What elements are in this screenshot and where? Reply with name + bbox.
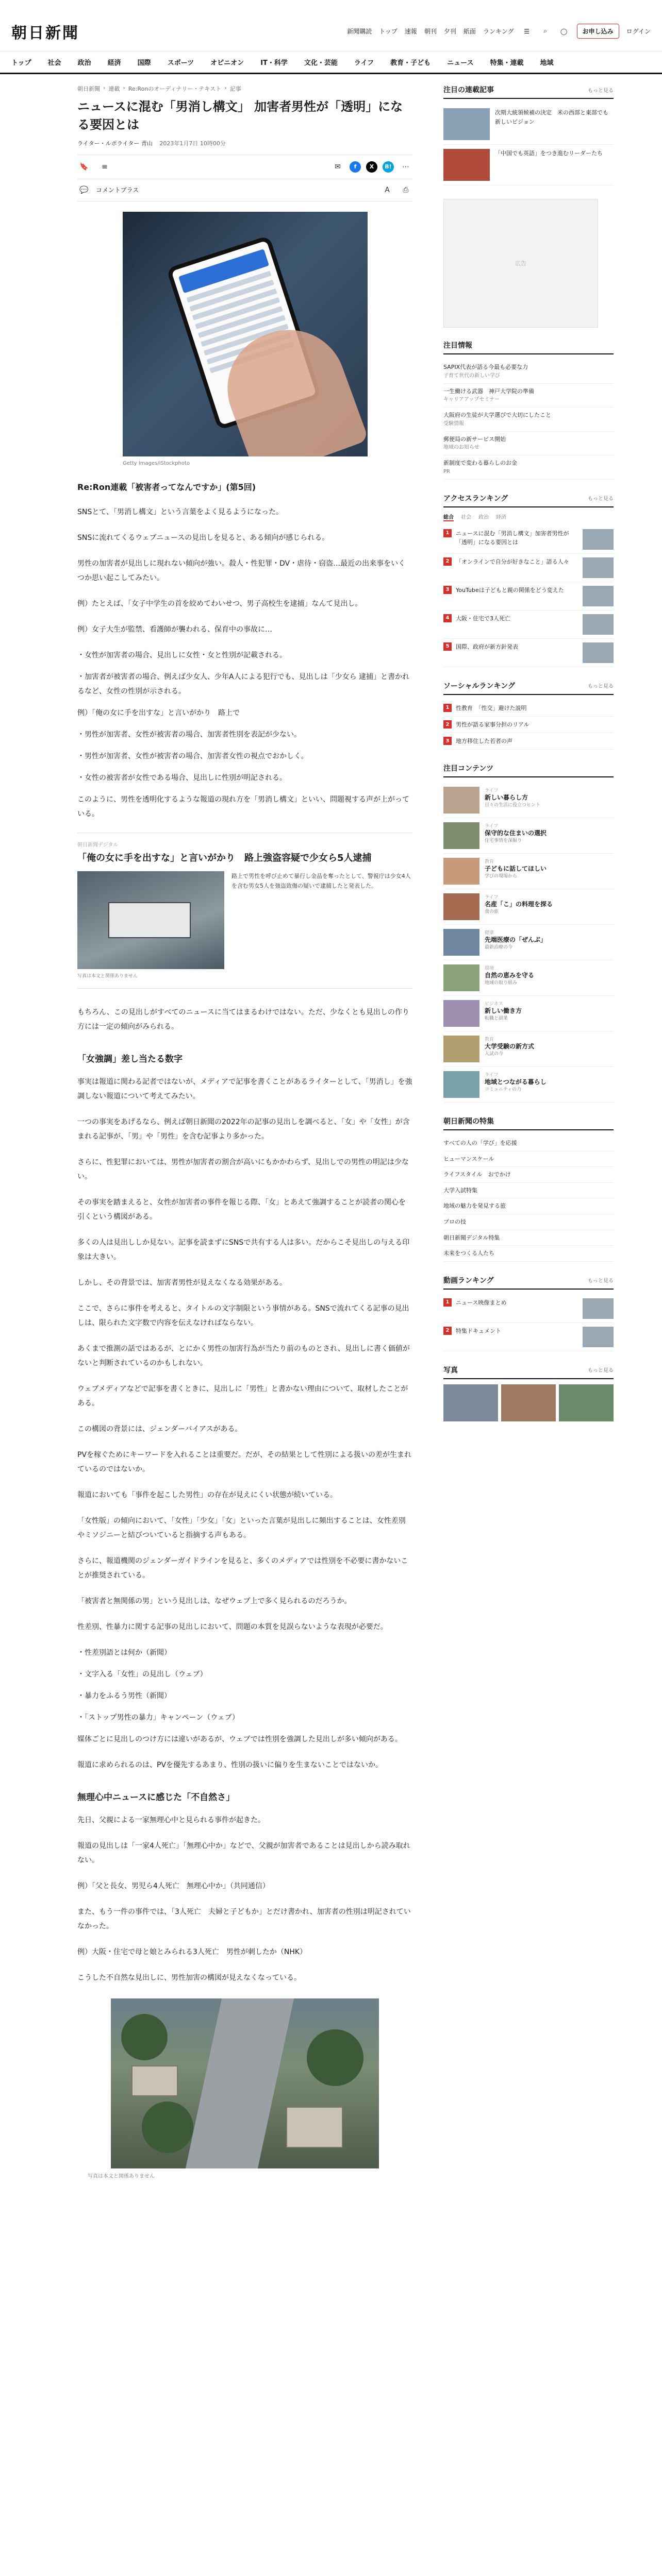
photo-thumb[interactable]	[559, 1384, 614, 1421]
photo-title: 写真	[443, 1366, 458, 1375]
section-heading: 無理心中ニュースに感じた「不自然さ」	[77, 1792, 235, 1803]
special-link[interactable]: 未来をつくる人たち	[443, 1246, 614, 1262]
access-more-link[interactable]: もっと見る	[588, 496, 614, 502]
print-icon[interactable]: ⎙	[403, 185, 409, 194]
photo-section	[443, 1365, 614, 1421]
facebook-icon[interactable]: f	[350, 161, 361, 173]
paragraph: その事実を踏まえると、女性が加害者の事件を報じる際、「女」とあえて強調することが読者の関心を引くという構図がある。	[77, 1198, 406, 1221]
header-link-4[interactable]: 夕刊	[443, 28, 456, 35]
social-more-link[interactable]: もっと見る	[588, 684, 614, 690]
paragraph: 例）たとえば、「女子中学生の首を絞めてわいせつ、男子高校生を逮捕」なんて見出し。	[77, 599, 362, 608]
nav-item[interactable]: 経済	[107, 59, 121, 67]
featured-contents	[443, 763, 614, 1103]
video-ranking	[443, 1275, 614, 1351]
nav-item[interactable]: ニュース	[447, 59, 474, 67]
paragraph: この構図の背景には、ジェンダーバイアスがある。	[77, 1425, 242, 1433]
list-item: ・「ストップ男性の暴力」キャンペーン（ウェブ）	[77, 1713, 239, 1722]
list-item: ・性差別語とは何か（新聞）	[77, 1648, 171, 1657]
embed-image	[77, 871, 224, 969]
nav-item[interactable]: 文化・芸能	[304, 59, 338, 67]
subscribe-button[interactable]: お申し込み	[577, 24, 619, 39]
nav-item[interactable]: 社会	[47, 59, 61, 67]
header-link-0[interactable]: 新聞購読	[347, 28, 372, 35]
paragraph: 一つの事実をあげるなら、例えば朝日新聞の2022年の記事の見出しを調べると、「女」や「女性」が含まれる記事が、「男」や「男性」を含む記事より多かった。	[77, 1117, 410, 1141]
social-item[interactable]: 1 性教育 「性交」避けた説明	[443, 700, 614, 717]
byline	[77, 139, 412, 147]
featured-item[interactable]	[443, 145, 614, 185]
notice-section	[443, 340, 614, 480]
top-band	[0, 0, 662, 11]
paragraph: ウェブメディアなどで記事を書くときに、見出しに「男性」と書かない理由について、取材したことがある。	[77, 1384, 408, 1408]
list-item: ・暴力をふるう男性（新聞）	[77, 1691, 171, 1700]
special-link[interactable]: プロの技	[443, 1214, 614, 1230]
page-layout	[0, 74, 662, 2181]
paragraph: 性差別、性暴力に関する記事の見出しにおいて、問題の本質を見誤らないような表現が必要だ。	[77, 1622, 388, 1631]
content-card[interactable]: 健康 先端医療の「ぜんぶ」 最新治療の今	[443, 925, 614, 960]
featured-title: 注目の連載記事	[443, 86, 494, 94]
aerial-photo	[111, 1998, 379, 2168]
content-card[interactable]: ライフ 地域とつながる暮らし コミュニティの力	[443, 1067, 614, 1103]
site-logo[interactable]: 朝日新聞	[11, 24, 79, 42]
paragraph: あくまで推測の話ではあるが、とにかく男性の加害行為が当たり前のものとされ、見出しに書く価値がないと判断されているのかもしれない。	[77, 1344, 410, 1367]
more-icon[interactable]: ⋯	[402, 162, 409, 171]
special-features	[443, 1116, 614, 1262]
special-link[interactable]: 地域の魅力を発見する旅	[443, 1198, 614, 1214]
social-ranking	[443, 681, 614, 750]
x-icon[interactable]: X	[366, 161, 377, 173]
paragraph: PVを稼ぐためにキーワードを入れることは重要だ。だが、その結果として性別による扱いの差が生まれているのではないか。	[77, 1450, 412, 1473]
embed-image-wrap	[77, 871, 224, 979]
ranking-tabs	[443, 513, 614, 521]
paragraph: 男性の加害者が見出しに現れない傾向が強い。殺人・性犯罪・DV・虐待・窃盗…最近の出来事をいくつか思い起こしてみたい。	[77, 559, 406, 582]
paragraph: もちろん、この見出しがすべてのニュースに当てはまるわけではない。ただ、少なくとも見出しの作り方には一定の傾向がみられる。	[77, 1008, 409, 1031]
paragraph: 事実は報道に関わる記者ではないが、メディアで記事を書くことがあるライターとして、「男消し」を強調しない報道について考えてみたい。	[77, 1077, 412, 1100]
ranking-tab[interactable]: 社会	[461, 514, 471, 520]
paragraph: さらに、性犯罪においては、男性が加害者の割合が高いにもかかわらず、見出しでの男性の明記は少ない。	[77, 1158, 409, 1181]
list-item: ・加害者が被害者の場合、例えば少女人、少年A人による犯行でも、見出しは「少女ら 逮捕」と書かれるなど、女性の性別が示される。	[77, 672, 410, 696]
access-ranking-title: アクセスランキング	[443, 494, 508, 503]
content-card[interactable]: 教育 大学受験の新方式 入試の今	[443, 1031, 614, 1067]
photo-thumb[interactable]	[443, 1384, 498, 1421]
font-size-icon[interactable]: A	[385, 185, 390, 194]
video-item[interactable]: 2 特集ドキュメント	[443, 1323, 614, 1351]
paragraph: SNSに流れてくるウェブニュースの見出しを見ると、ある傾向が感じられる。	[77, 533, 329, 542]
paragraph: 「女性版」の傾向において、「女性」「少女」「女」といった言葉が見出しに頻出することは、女性差別やミソジニーと結びついていると指摘する声もある。	[77, 1516, 406, 1539]
featured-series	[443, 84, 614, 185]
list-item: ・女性が加害者の場合、見出しに女性・女と性別が記載される。	[77, 651, 287, 659]
embed-title[interactable]: 「俺の女に手を出すな」と言いがかり 路上強盗容疑で少女ら5人逮捕	[77, 852, 372, 863]
bookmark-icon[interactable]: 🔖	[79, 162, 89, 171]
notice-item[interactable]: 一生働ける武器 神戸大学院の準備 キャリアアップセミナー	[443, 384, 614, 408]
list-item: ・文字入る「女性」の見出し（ウェブ）	[77, 1670, 207, 1679]
site-header	[0, 11, 662, 52]
photo-grid	[443, 1384, 614, 1421]
notice-item[interactable]: SAPIX代表が語る今最も必要な力 子育て世代の新しい学び	[443, 360, 614, 384]
comment-bar	[77, 179, 412, 201]
article-title: ニュースに混む「男消し構文」 加害者男性が「透明」になる要因とは	[77, 99, 403, 132]
ranking-item[interactable]: 5 国際、政府が新方針発表	[443, 639, 614, 667]
breadcrumb-item[interactable]: 朝日新聞	[77, 86, 100, 92]
content-card[interactable]: 環境 自然の恵みを守る 地域の取り組み	[443, 960, 614, 996]
embed-caption: 写真は本文と関係ありません	[77, 973, 138, 979]
comment-plus-label[interactable]: コメントプラス	[96, 187, 139, 194]
video-item[interactable]: 1 ニュース映像まとめ	[443, 1295, 614, 1323]
notice-item[interactable]: 郵便局の新サービス開始 地域のお知らせ	[443, 432, 614, 456]
social-item[interactable]: 2 男性が語る家事分担のリアル	[443, 717, 614, 733]
paragraph: 多くの人は見出ししか見ない。記事を読まずにSNSで共有する人は多い。だからこそ見出しの与える印象は大きい。	[77, 1238, 410, 1261]
section-heading: 「女強調」差し当たる数字	[77, 1054, 183, 1064]
breadcrumb-item: 記事	[229, 86, 241, 92]
list-item: ・男性が加害者、女性が被害者の場合、加害者性別を表記が少ない。	[77, 730, 301, 739]
paragraph: このように、男性を透明化するような報道の現れ方を「男消し構文」といい、問題視する声が上がっている。	[77, 795, 409, 818]
ranking-item[interactable]: 1 ニュースに混む「男消し構文」加害者男性が「透明」になる要因とは	[443, 526, 614, 554]
list-item: ・女性の被害者が女性である場合、見出しに性別が明記される。	[77, 773, 287, 782]
list-item: ・男性が加害者、女性が被害者の場合、加害者女性の視点でおかしく。	[77, 752, 308, 760]
featured-text: 「中国でも英語」をつき進むリーダーたち	[495, 150, 603, 157]
paragraph: 「被害者と無関係の男」という見出しは、なぜウェブ上で多く見られるのだろうか。	[77, 1597, 352, 1605]
header-link-2[interactable]: 速報	[404, 28, 417, 35]
social-ranking-title: ソーシャルランキング	[443, 682, 516, 690]
featured-more-link[interactable]: もっと見る	[588, 88, 614, 94]
ranking-item[interactable]: 2 「オンラインで自分が好きなこと」語る人々	[443, 554, 614, 582]
special-link[interactable]: ヒューマンスケール	[443, 1151, 614, 1167]
paragraph: 先日、父親による一家無理心中と見られる事件が起きた。	[77, 1816, 265, 1824]
paragraph: しかし、その背景では、加害者男性が見えなくなる効果がある。	[77, 1278, 287, 1287]
publish-date: 2023年1月7日 10時00分	[159, 140, 226, 147]
global-nav	[0, 52, 662, 74]
notice-item[interactable]: 新制度で変わる暮らしのお金 PR	[443, 455, 614, 480]
comment-icon: 💬	[79, 185, 89, 194]
contents-title: 注目コンテンツ	[443, 765, 494, 773]
special-link[interactable]: 大学入試特集	[443, 1183, 614, 1199]
sidebar	[443, 84, 614, 2181]
photo-thumb[interactable]	[501, 1384, 556, 1421]
embedded-article[interactable]	[77, 833, 412, 989]
nav-item[interactable]: スポーツ	[167, 59, 194, 67]
article-main	[77, 84, 412, 2181]
paragraph: 報道に求められるのは、PVを優先するあまり、性別の扱いに偏りを生まないことではないか。	[77, 1760, 383, 1769]
special-link[interactable]: ライフスタイル おでかけ	[443, 1167, 614, 1183]
nav-item[interactable]: 国際	[137, 59, 151, 67]
nav-item[interactable]: トップ	[11, 59, 31, 67]
featured-text: 次期大統領候補の決定 米の西部と東部でも新しいビジョン	[495, 109, 608, 125]
embed-text: 路上で男性を呼び止めて暴行し金品を奪ったとして、警視庁は少女4人を含む男女5人を強盗致傷の疑いで逮捕したと発表した。	[231, 872, 411, 890]
breadcrumb-item[interactable]: Re:Ronのオーディナリー・テキスト	[128, 86, 222, 92]
photo-caption: 写真は本文と関係ありません	[88, 2173, 155, 2179]
header-links	[347, 24, 651, 39]
login-button[interactable]: ログイン	[626, 28, 651, 35]
nav-item[interactable]: 特集・連載	[490, 59, 524, 67]
ranking-tab[interactable]: 経済	[496, 514, 506, 520]
special-link[interactable]: 朝日新聞デジタル特集	[443, 1230, 614, 1246]
paragraph: 報道の見出しは「一家4人死亡」「無理心中か」などで、父親が加害者であることは見出しから読み取れない。	[77, 1841, 410, 1865]
featured-thumb	[443, 149, 490, 181]
paragraph: ここで、さらに事件を考えると、タイトルの文字制限という事情がある。SNSで流れてくる記事の見出しは、限られた文字数で内容を伝えなければならない。	[77, 1304, 409, 1327]
header-link-3[interactable]: 朝刊	[424, 28, 437, 35]
paragraph: また、もう一件の事件では、「3人死亡 夫婦と子どもか」とだけ書かれ、加害者の性別は明記されていなかった。	[77, 1907, 411, 1930]
header-link-6[interactable]: ランキング	[483, 28, 514, 35]
photo-more-link[interactable]: もっと見る	[588, 1368, 614, 1374]
paragraph: 例）女子大生が監禁、看護師が襲われる、保育中の事故に…	[77, 625, 272, 634]
nav-item[interactable]: 地域	[540, 59, 554, 67]
paragraph: 媒体ごとに見出しのつけ方には違いがあるが、ウェブでは性別を強調した見出しが多い傾向がある。	[77, 1735, 402, 1743]
paragraph: 例）「父と長女、男児ら4人死亡 無理心中か」（共同通信）	[77, 1882, 270, 1890]
nav-item[interactable]: 政治	[77, 59, 91, 67]
ranking-item[interactable]: 4 大阪・住宅で3人死亡	[443, 611, 614, 639]
special-title: 朝日新聞の特集	[443, 1117, 494, 1126]
series-heading: Re:Ron連載「被害者ってなんですか」(第5回)	[77, 482, 256, 492]
video-title: 動画ランキング	[443, 1276, 494, 1285]
content-card[interactable]: ビジネス 新しい働き方 転職と副業	[443, 996, 614, 1031]
notice-title: 注目情報	[443, 342, 472, 350]
hero-image	[123, 212, 368, 456]
paragraph: 報道においても「事件を起こした男性」の存在が見えにくい状態が続いている。	[77, 1490, 337, 1499]
breadcrumb-item[interactable]: 連載	[108, 86, 120, 92]
content-card[interactable]: 教育 子どもに話してほしい 学びの現場から	[443, 854, 614, 889]
social-item[interactable]: 3 地方移住した若者の声	[443, 733, 614, 750]
paragraph: SNSとて、「男消し構文」という言葉をよく見るようになった。	[77, 507, 283, 516]
menu-icon[interactable]: ☰	[524, 27, 529, 35]
notice-item[interactable]: 大阪府の生徒が大学選びで大切にしたこと 受験情報	[443, 408, 614, 432]
search-icon[interactable]: ⌕	[543, 27, 547, 35]
header-link-1[interactable]: トップ	[379, 28, 398, 35]
nav-item[interactable]: IT・科学	[260, 59, 288, 67]
hero-caption: Getty Images/iStockphoto	[123, 460, 190, 466]
featured-thumb	[443, 108, 490, 140]
paragraph: さらに、報道機関のジェンダーガイドラインを見ると、多くのメディアでは性別を不必要に書かないことが推奨されている。	[77, 1556, 408, 1580]
access-ranking	[443, 493, 614, 667]
content-card[interactable]: ライフ 名産「こ」の料理を探る 食の旅	[443, 889, 614, 925]
content-card[interactable]: ライフ 保守的な住まいの選択 住宅事情を深掘り	[443, 818, 614, 854]
header-link-5[interactable]: 紙面	[463, 28, 476, 35]
nav-item[interactable]: 教育・子ども	[390, 59, 431, 67]
mail-icon[interactable]: ✉	[335, 162, 341, 171]
breadcrumb: 朝日新聞 › 連載 › Re:Ronのオーディナリー・テキスト › 記事	[77, 84, 241, 92]
list-item: 例）「俺の女に手を出すな」と言いがかり 路上で	[77, 708, 240, 717]
nav-item[interactable]: ライフ	[354, 59, 374, 67]
paragraph: こうした不自然な見出しに、男性加害の構図が見えなくなっている。	[77, 1973, 301, 1982]
paragraph: 例）大阪・住宅で母と娘とみられる3人死亡 男性が刺したか（NHK）	[77, 1947, 307, 1956]
ranking-tab[interactable]: 政治	[478, 514, 489, 520]
video-more-link[interactable]: もっと見る	[588, 1278, 614, 1284]
article-toolbar-top	[77, 155, 412, 179]
list-icon[interactable]: ≡	[102, 162, 108, 171]
ranking-item[interactable]: 3 YouTubeは子どもと親の関係をどう変えた	[443, 582, 614, 611]
featured-item[interactable]	[443, 104, 614, 145]
ad-slot[interactable]: 広告	[443, 199, 598, 328]
embed-source: 朝日新聞デジタル	[77, 842, 119, 848]
ranking-tab[interactable]: 総合	[443, 513, 454, 521]
content-card[interactable]: ライフ 新しい暮らし方 日々の生活に役立つヒント	[443, 783, 614, 818]
special-link[interactable]: すべての人の「学び」を応援	[443, 1136, 614, 1151]
nav-item[interactable]: オピニオン	[210, 59, 244, 67]
user-icon[interactable]: ◯	[560, 27, 568, 35]
hatena-icon[interactable]: B!	[383, 161, 394, 173]
author[interactable]: ライター・ルポライター 青山	[77, 140, 153, 147]
